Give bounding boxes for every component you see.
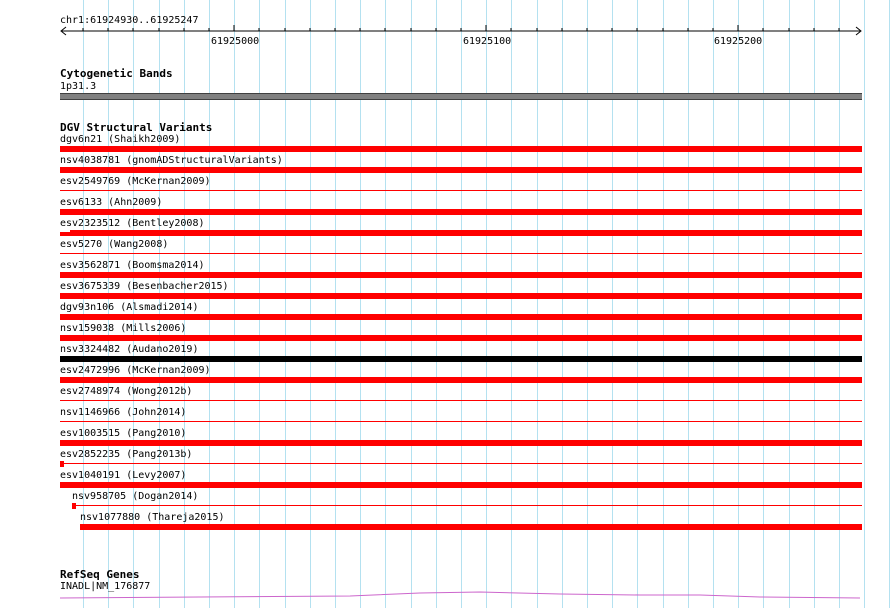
dgv-variant-line[interactable] — [60, 421, 862, 422]
dgv-variant-block[interactable] — [60, 461, 64, 467]
grid-line — [486, 0, 487, 608]
dgv-variant-label[interactable]: dgv93n106 (Alsmadi2014) — [60, 302, 199, 313]
grid-line — [814, 0, 815, 608]
grid-line — [789, 0, 790, 608]
dgv-variant-bar[interactable] — [60, 167, 862, 173]
cytoband-label: 1p31.3 — [60, 81, 97, 92]
dgv-variant-line[interactable] — [60, 190, 862, 191]
dgv-variant-label[interactable]: dgv6n21 (Shaikh2009) — [60, 134, 181, 145]
ruler-tick-label: 61925000 — [211, 36, 260, 47]
dgv-variant-bar[interactable] — [60, 440, 862, 446]
grid-line — [663, 0, 664, 608]
grid-line — [511, 0, 512, 608]
dgv-variant-bar[interactable] — [60, 293, 862, 299]
grid-line — [385, 0, 386, 608]
grid-line — [688, 0, 689, 608]
dgv-variant-bar[interactable] — [60, 272, 862, 278]
dgv-variant-label[interactable]: esv1003515 (Pang2010) — [60, 428, 187, 439]
dgv-variant-label[interactable]: esv5270 (Wang2008) — [60, 239, 169, 250]
grid-line — [234, 0, 235, 608]
dgv-variant-label[interactable]: esv2549769 (McKernan2009) — [60, 176, 211, 187]
dgv-variant-label[interactable]: esv2852235 (Pang2013b) — [60, 449, 193, 460]
dgv-variant-block[interactable] — [72, 503, 76, 509]
cytoband-bar[interactable] — [60, 93, 862, 100]
grid-line — [587, 0, 588, 608]
grid-line — [285, 0, 286, 608]
refseq-gene-line[interactable] — [0, 588, 890, 608]
dgv-variant-label[interactable]: nsv3324482 (Audano2019) — [60, 344, 199, 355]
dgv-variant-line[interactable] — [60, 463, 862, 464]
ruler-tick-label: 61925200 — [714, 36, 763, 47]
dgv-variant-label[interactable]: esv1040191 (Levy2007) — [60, 470, 187, 481]
dgv-variant-label[interactable]: nsv1146966 (John2014) — [60, 407, 187, 418]
dgv-variant-line[interactable] — [72, 505, 862, 506]
refseq-gene-label[interactable]: INADL|NM_176877 — [60, 581, 151, 592]
dgv-variant-bar[interactable] — [60, 377, 862, 383]
dgv-variant-bar[interactable] — [60, 209, 862, 215]
dgv-variant-label[interactable]: nsv1077880 (Thareja2015) — [80, 512, 225, 523]
dgv-variant-bar[interactable] — [60, 146, 862, 152]
dgv-variant-line[interactable] — [60, 400, 862, 401]
dgv-variant-bar[interactable] — [80, 524, 862, 530]
dgv-variant-label[interactable]: nsv958705 (Dogan2014) — [72, 491, 199, 502]
dgv-variant-bar[interactable] — [60, 335, 862, 341]
grid-line — [537, 0, 538, 608]
cytoband-track-title: Cytogenetic Bands — [60, 67, 173, 80]
grid-line — [360, 0, 361, 608]
grid-line — [411, 0, 412, 608]
dgv-variant-label[interactable]: esv3675339 (Besenbacher2015) — [60, 281, 229, 292]
grid-line — [335, 0, 336, 608]
grid-line — [259, 0, 260, 608]
grid-line — [461, 0, 462, 608]
grid-line — [864, 0, 865, 608]
dgv-variant-bar[interactable] — [60, 482, 862, 488]
grid-line — [713, 0, 714, 608]
dgv-variant-label[interactable]: nsv4038781 (gnomADStructuralVariants) — [60, 155, 283, 166]
grid-line — [612, 0, 613, 608]
grid-line — [738, 0, 739, 608]
dgv-variant-bar[interactable] — [60, 314, 862, 320]
dgv-variant-bar[interactable] — [60, 356, 862, 362]
grid-line — [763, 0, 764, 608]
grid-line — [637, 0, 638, 608]
grid-line — [310, 0, 311, 608]
dgv-track-title: DGV Structural Variants — [60, 121, 213, 134]
dgv-variant-label[interactable]: esv2748974 (Wong2012b) — [60, 386, 193, 397]
ruler-range-label: chr1:61924930..61925247 — [60, 15, 199, 26]
grid-line — [839, 0, 840, 608]
refseq-track-title: RefSeq Genes — [60, 568, 140, 581]
dgv-variant-label[interactable]: esv2472996 (McKernan2009) — [60, 365, 211, 376]
ruler-tick-label: 61925100 — [463, 36, 512, 47]
dgv-variant-bar[interactable] — [60, 230, 862, 236]
dgv-variant-line[interactable] — [60, 253, 862, 254]
dgv-variant-label[interactable]: esv2323512 (Bentley2008) — [60, 218, 205, 229]
grid-line — [436, 0, 437, 608]
grid-line — [562, 0, 563, 608]
dgv-variant-label[interactable]: nsv159038 (Mills2006) — [60, 323, 187, 334]
dgv-variant-label[interactable]: esv3562871 (Boomsma2014) — [60, 260, 205, 271]
dgv-variant-gap — [60, 230, 70, 232]
dgv-variant-label[interactable]: esv6133 (Ahn2009) — [60, 197, 163, 208]
